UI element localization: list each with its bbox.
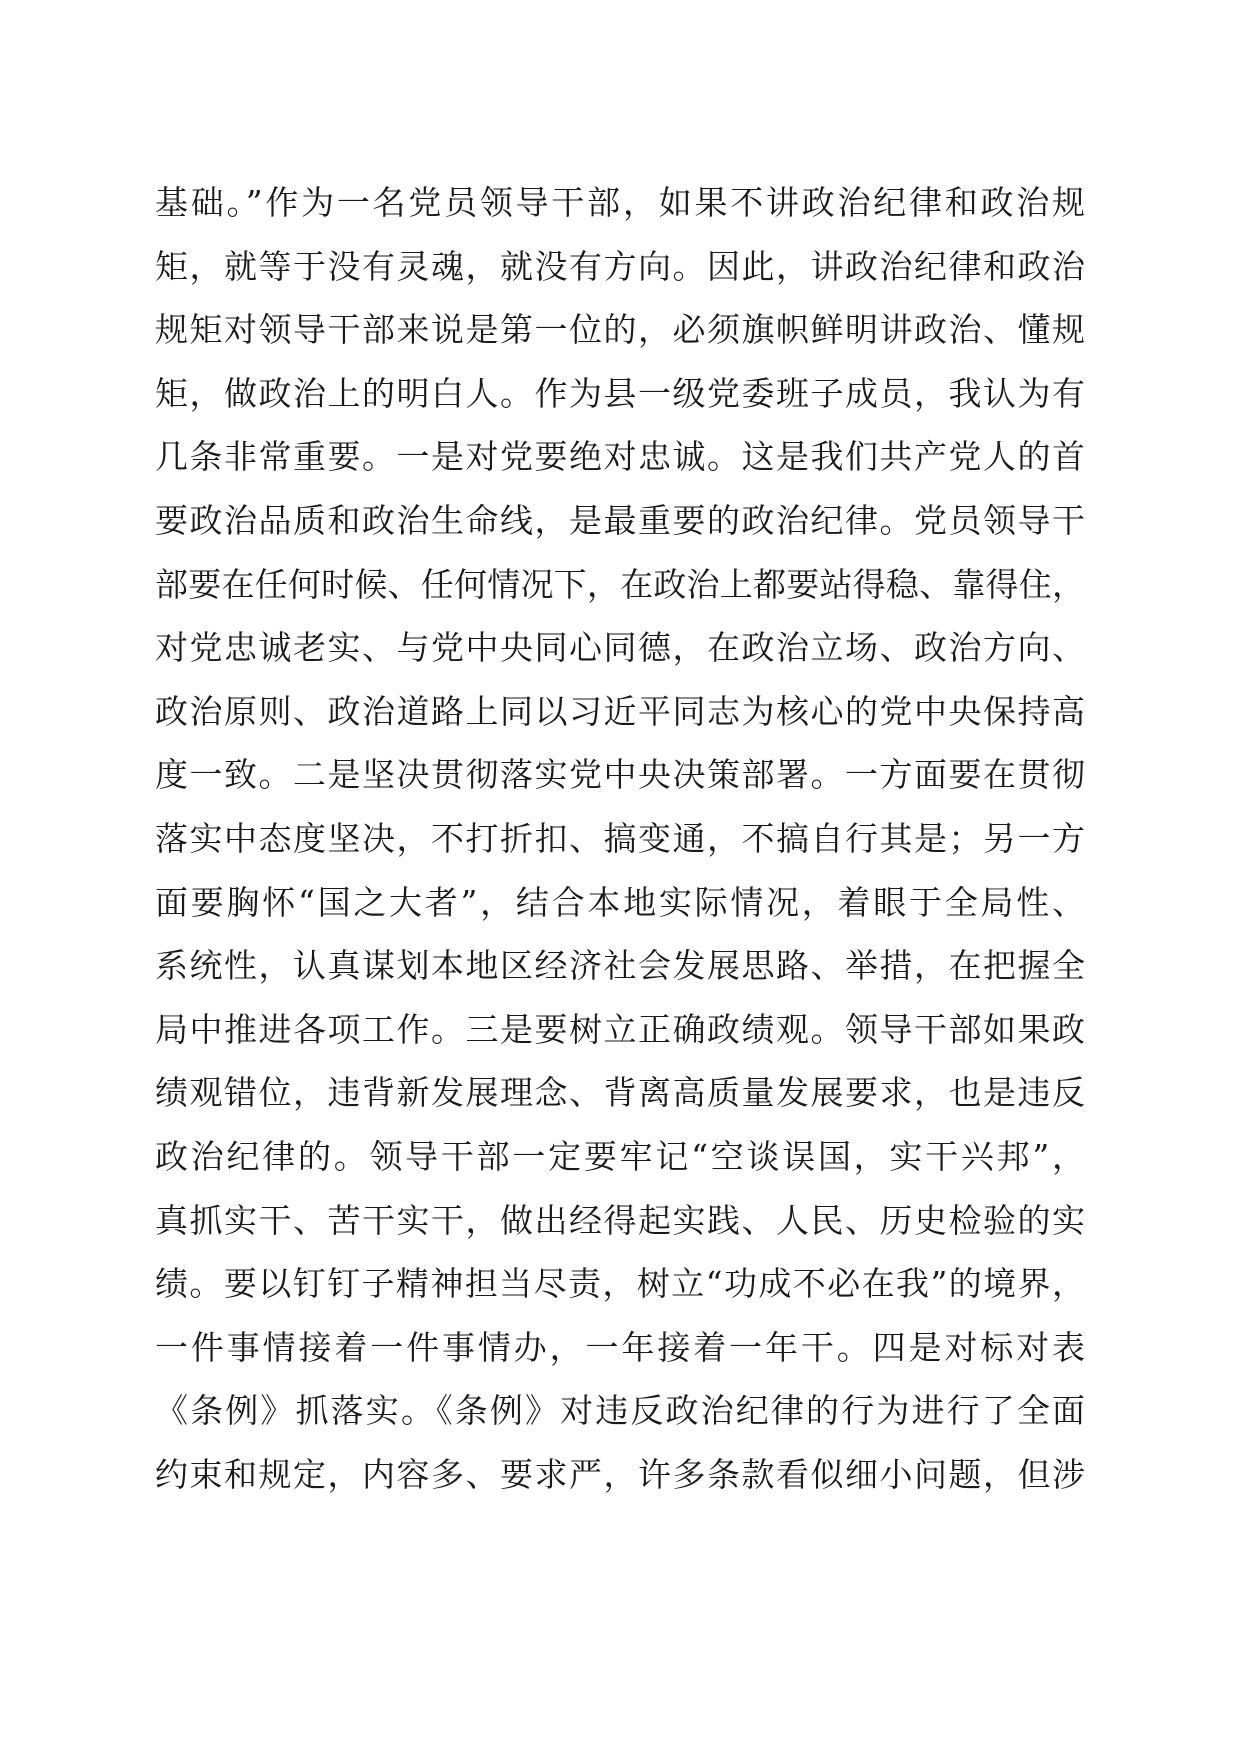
text-line: 一件事情接着一件事情办，一年接着一年干。四是对标对表 [155, 1327, 1085, 1367]
text-line: 度一致。二是坚决贯彻落实党中央决策部署。一方面要在贯彻 [155, 755, 1085, 795]
text-line: 政治原则、政治道路上同以习近平同志为核心的党中央保持高 [155, 691, 1085, 731]
text-line: 对党忠诚老实、与党中央同心同德，在政治立场、政治方向、 [155, 628, 1085, 668]
text-line: 部要在任何时候、任何情况下，在政治上都要站得稳、靠得住， [155, 564, 1085, 604]
body-text [155, 184, 1085, 1519]
text-line: 要政治品质和政治生命线，是最重要的政治纪律。党员领导干 [155, 500, 1085, 540]
text-line: 绩观错位，违背新发展理念、背离高质量发展要求，也是违反 [155, 1073, 1085, 1113]
text-line: 矩，就等于没有灵魂，就没有方向。因此，讲政治纪律和政治 [155, 246, 1085, 286]
text-line: 矩，做政治上的明白人。作为县一级党委班子成员，我认为有 [155, 373, 1085, 413]
text-line: 规矩对领导干部来说是第一位的，必须旗帜鲜明讲政治、懂规 [155, 310, 1085, 350]
text-line: 基础。”作为一名党员领导干部，如果不讲政治纪律和政治规 [155, 183, 1085, 222]
text-line: 绩。要以钉钉子精神担当尽责，树立“功成不必在我”的境界， [155, 1264, 1085, 1304]
text-line: 局中推进各项工作。三是要树立正确政绩观。领导干部如果政 [155, 1009, 1085, 1049]
text-line: 政治纪律的。领导干部一定要牢记“空谈误国，实干兴邦”， [155, 1136, 1085, 1176]
text-line: 几条非常重要。一是对党要绝对忠诚。这是我们共产党人的首 [155, 437, 1085, 477]
text-line: 约束和规定，内容多、要求严，许多条款看似细小问题，但涉 [155, 1454, 1085, 1494]
text-line: 落实中态度坚决，不打折扣、搞变通，不搞自行其是；另一方 [155, 818, 1085, 858]
text-line: 《条例》抓落实。《条例》对违反政治纪律的行为进行了全面 [155, 1391, 1085, 1431]
text-line: 真抓实干、苦干实干，做出经得起实践、人民、历史检验的实 [155, 1200, 1085, 1240]
text-line: 面要胸怀“国之大者”，结合本地实际情况，着眼于全局性、 [155, 882, 1085, 922]
text-line: 系统性，认真谋划本地区经济社会发展思路、举措，在把握全 [155, 946, 1085, 986]
